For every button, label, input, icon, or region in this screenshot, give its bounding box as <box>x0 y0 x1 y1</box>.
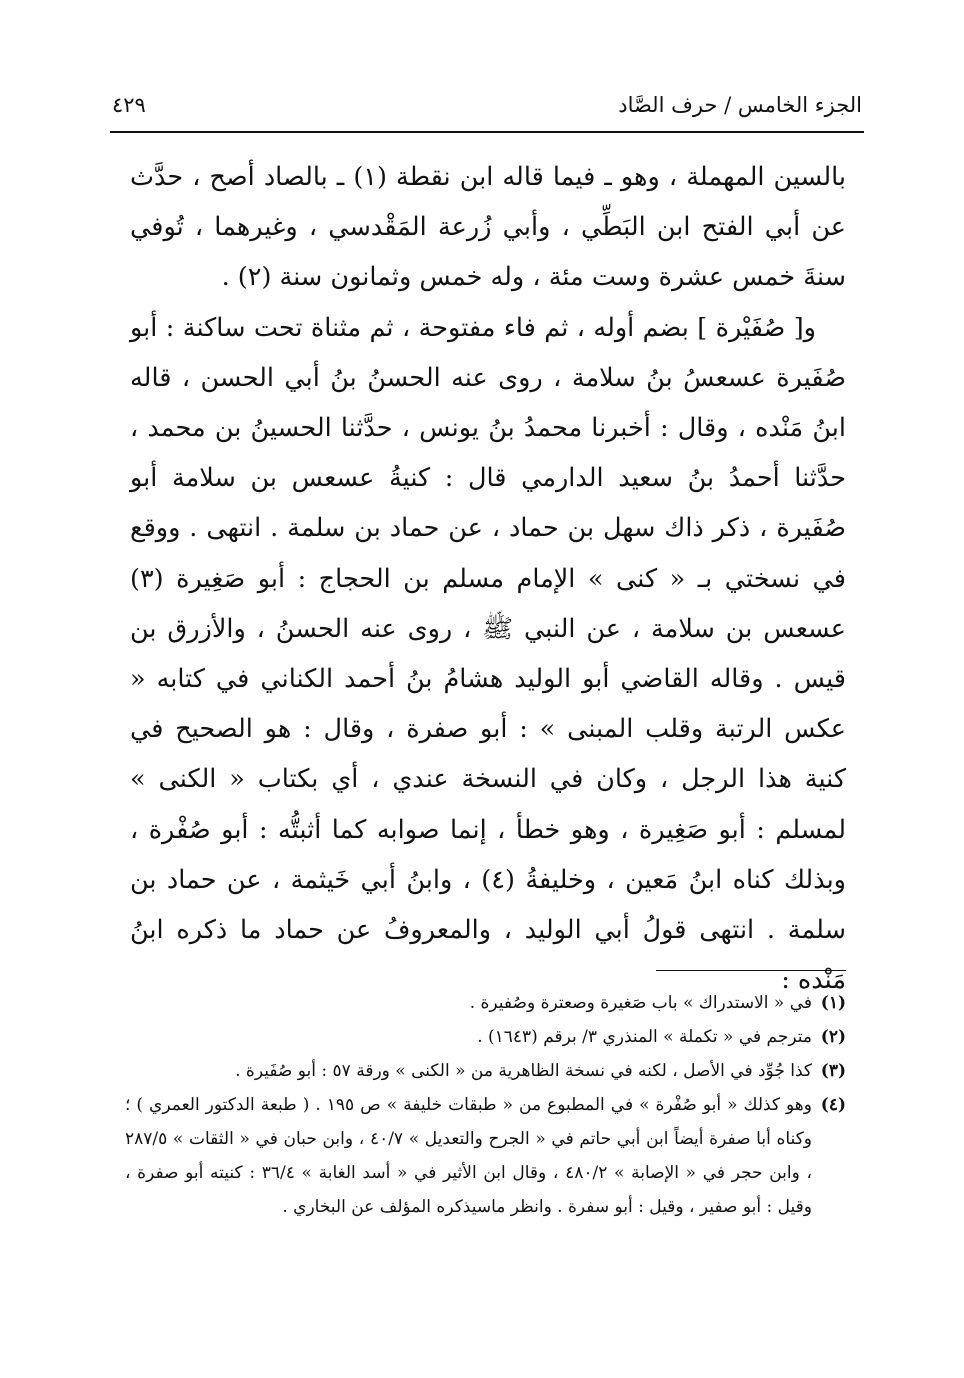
footnote-number: (٤) <box>820 1095 846 1115</box>
header-title: الجزء الخامس / حرف الصَّاد <box>618 93 862 117</box>
footnote <box>125 986 846 1020</box>
paragraph: بالسين المهملة ، وهو ـ فيما قاله ابن نقطة (١) ـ بالصاد أصح ، حدَّث عن أبي الفتح ابن البَطِّي ، وأبي زُرعة المَقْدسي ، وغيرهما ، تُوفي سنةَ خمس عشرة وست مئة ، وله خمس وثمانون سنة (٢) . <box>130 162 846 293</box>
footnote-separator <box>656 970 846 971</box>
running-header <box>112 93 862 127</box>
footnote-text: في « الاستدراك » باب صَغيرة وصعترة وصُفيرة . <box>469 993 812 1013</box>
footnote-text: مترجم في « تكملة » المنذري ٣/ برقم (١٦٤٣) . <box>477 1027 812 1047</box>
page-number: ٤٢٩ <box>112 93 146 117</box>
footnote-number: (١) <box>820 993 846 1013</box>
footnote <box>125 1054 846 1088</box>
footnote <box>125 1020 846 1054</box>
footnote-number: (٣) <box>820 1061 846 1081</box>
footnote-text: وهو كذلك « أبو صُفْرة » في المطبوع من « طبقات خليفة » ص ١٩٥ . ( طبعة الدكتور العمري ) ؛ وكناه أبا صفرة أيضاً ابن أبي حاتم في « الجرح والتعديل » ٤٠/٧ ، وابن حبان في « الثقات » ٢٨٧/٥ ، وابن حجر في « الإصابة » ٤٨٠/٢ ، وقال ابن الأثير في « أسد الغابة » ٣٦/٤ : كنيته أبو صفرة ، وقيل : أبو صفير ، وقيل : أبو سفرة . وانظر ماسيذكره المؤلف عن البخاري . <box>125 1095 813 1217</box>
footnote-number: (٢) <box>820 1027 846 1047</box>
footnotes <box>125 986 846 1224</box>
header-rule <box>110 131 864 133</box>
paragraph: و[ صُفَيْرة ] بضم أوله ، ثم فاء مفتوحة ، ثم مثناة تحت ساكنة : أبو صُفَيرة عسعسُ بنُ سلامة ، روى عنه الحسنُ بنُ أبي الحسن ، قاله ابنُ مَنْده ، وقال : أخبرنا محمدُ بنُ يونس ، حدَّثنا الحسينُ بن محمد ، حدَّثنا أحمدُ بنُ سعيد الدارمي قال : كنيةُ عسعس بن سلامة أبو صُفَيرة ، ذكر ذاك سهل بن حماد ، عن حماد بن سلمة . انتهى . ووقع في نسختي بـ « كنى » الإمام مسلم بن الحجاج : أبو صَغِيرة (٣) عسعس بن سلامة ، عن النبي ﷺ ، روى عنه الحسنُ ، والأزرق بن قيس . وقاله القاضي أبو الوليد هشامُ بنُ أحمد الكناني في كتابه « عكس الرتبة وقلب المبنى » : أبو صفرة ، وقال : هو الصحيح في كنية هذا الرجل ، وكان في النسخة عندي ، أي بكتاب « الكنى » لمسلم : أبو صَغِيرة ، وهو خطأ ، إنما صوابه كما أثبتُّه : أبو صُفْرة ، وبذلك كناه ابنُ مَعين ، وخليفةُ (٤) ، وابنُ أبي خَيثمة ، عن حماد بن سلمة . انتهى قولُ أبي الوليد ، والمعروفُ عن حماد ما ذكره ابنُ مَنْده : <box>130 312 846 996</box>
footnote <box>125 1088 846 1224</box>
footnote-text: كذا جُوِّد في الأصل ، لكنه في نسخة الظاهرية من « الكنى » ورقة ٥٧ : أبو صُفَيرة . <box>235 1061 812 1081</box>
main-text <box>130 152 846 1005</box>
